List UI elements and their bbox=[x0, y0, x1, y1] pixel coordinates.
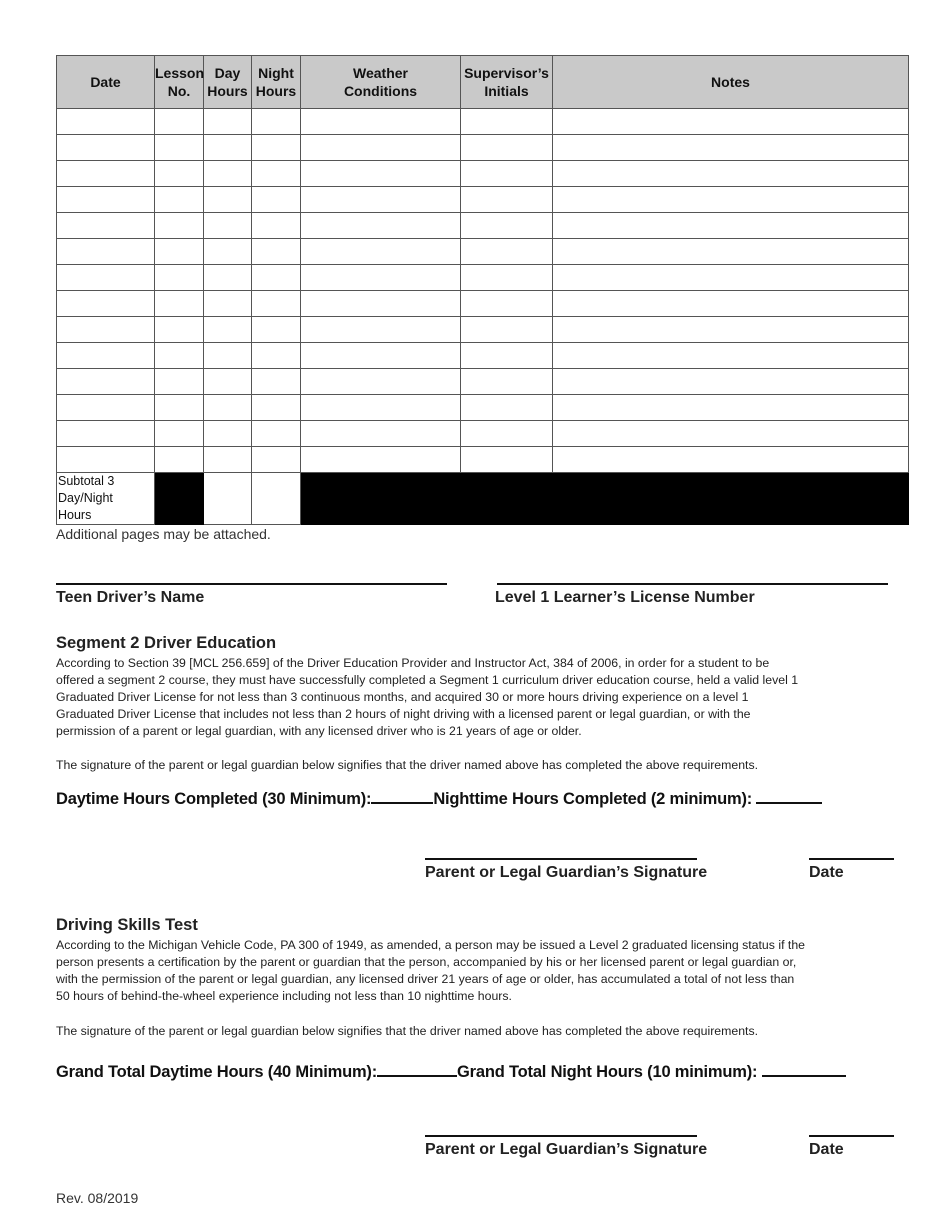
skills-test-signature-line[interactable] bbox=[425, 1135, 697, 1137]
cell-day-hours[interactable] bbox=[204, 135, 252, 161]
subtotal-night-hours-cell[interactable] bbox=[252, 473, 301, 525]
cell-weather-conditions[interactable] bbox=[301, 317, 461, 343]
cell-day-hours[interactable] bbox=[204, 265, 252, 291]
cell-notes[interactable] bbox=[553, 239, 909, 265]
cell-notes[interactable] bbox=[553, 187, 909, 213]
cell-date[interactable] bbox=[57, 317, 155, 343]
cell-notes[interactable] bbox=[553, 135, 909, 161]
cell-weather-conditions[interactable] bbox=[301, 213, 461, 239]
cell-date[interactable] bbox=[57, 213, 155, 239]
cell-lesson-no[interactable] bbox=[155, 239, 204, 265]
cell-notes[interactable] bbox=[553, 109, 909, 135]
cell-supervisor-initials[interactable] bbox=[461, 161, 553, 187]
subtotal-row bbox=[57, 473, 909, 525]
cell-weather-conditions[interactable] bbox=[301, 291, 461, 317]
driving-log-body bbox=[57, 109, 909, 525]
grand-total-day-hours-field[interactable] bbox=[377, 1063, 457, 1077]
cell-supervisor-initials[interactable] bbox=[461, 317, 553, 343]
cell-date[interactable] bbox=[57, 395, 155, 421]
table-row bbox=[57, 109, 909, 135]
cell-day-hours[interactable] bbox=[204, 421, 252, 447]
cell-notes[interactable] bbox=[553, 291, 909, 317]
cell-date[interactable] bbox=[57, 447, 155, 473]
cell-supervisor-initials[interactable] bbox=[461, 447, 553, 473]
segment2-paragraph-line: offered a segment 2 course, they must have successfully completed a Segment 1 curriculum driver education course, held a valid level 1 bbox=[56, 673, 799, 687]
segment2-paragraph bbox=[56, 655, 846, 740]
cell-date[interactable] bbox=[57, 239, 155, 265]
license-number-line[interactable] bbox=[497, 583, 888, 585]
skills-test-paragraph-line: According to the Michigan Vehicle Code, PA 300 of 1949, as amended, a person may be issued a Level 2 graduated licensing status if the bbox=[56, 938, 805, 952]
cell-weather-conditions[interactable] bbox=[301, 135, 461, 161]
cell-supervisor-initials[interactable] bbox=[461, 109, 553, 135]
subtotal-blocked-cell bbox=[553, 473, 909, 525]
cell-night-hours[interactable] bbox=[252, 135, 301, 161]
segment2-paragraph-line: According to Section 39 [MCL 256.659] of the Driver Education Provider and Instructor Act, 384 of 2006, in order for a student to be bbox=[56, 656, 770, 670]
segment2-heading: Segment 2 Driver Education bbox=[56, 634, 277, 652]
skills-test-date-label: Date bbox=[809, 1141, 844, 1158]
column-header-lesson-no: Lesson No. bbox=[155, 56, 204, 109]
cell-lesson-no[interactable] bbox=[155, 395, 204, 421]
cell-day-hours[interactable] bbox=[204, 395, 252, 421]
table-row bbox=[57, 135, 909, 161]
column-header-notes: Notes bbox=[553, 56, 909, 109]
teen-driver-name-line[interactable] bbox=[56, 583, 447, 585]
table-row bbox=[57, 447, 909, 473]
cell-notes[interactable] bbox=[553, 213, 909, 239]
table-row bbox=[57, 265, 909, 291]
table-row bbox=[57, 421, 909, 447]
cell-supervisor-initials[interactable] bbox=[461, 265, 553, 291]
cell-night-hours[interactable] bbox=[252, 395, 301, 421]
cell-lesson-no[interactable] bbox=[155, 161, 204, 187]
segment2-day-hours-field[interactable] bbox=[371, 790, 433, 804]
additional-pages-note: Additional pages may be attached. bbox=[56, 526, 271, 542]
table-row bbox=[57, 291, 909, 317]
cell-weather-conditions[interactable] bbox=[301, 421, 461, 447]
subtotal-blocked-cell bbox=[155, 473, 204, 525]
cell-weather-conditions[interactable] bbox=[301, 161, 461, 187]
cell-day-hours[interactable] bbox=[204, 343, 252, 369]
cell-lesson-no[interactable] bbox=[155, 135, 204, 161]
cell-weather-conditions[interactable] bbox=[301, 395, 461, 421]
cell-day-hours[interactable] bbox=[204, 317, 252, 343]
cell-lesson-no[interactable] bbox=[155, 187, 204, 213]
cell-supervisor-initials[interactable] bbox=[461, 291, 553, 317]
table-row bbox=[57, 187, 909, 213]
segment2-hours-line bbox=[56, 790, 822, 809]
cell-supervisor-initials[interactable] bbox=[461, 213, 553, 239]
cell-day-hours[interactable] bbox=[204, 161, 252, 187]
teen-driver-name-label: Teen Driver’s Name bbox=[56, 589, 205, 606]
segment2-date-line[interactable] bbox=[809, 858, 894, 860]
cell-day-hours[interactable] bbox=[204, 187, 252, 213]
column-header-weather-conditions: Weather Conditions bbox=[301, 56, 461, 109]
grand-total-night-hours-field[interactable] bbox=[762, 1063, 846, 1077]
cell-night-hours[interactable] bbox=[252, 109, 301, 135]
license-number-label: Level 1 Learner’s License Number bbox=[495, 589, 755, 606]
cell-lesson-no[interactable] bbox=[155, 109, 204, 135]
table-row bbox=[57, 395, 909, 421]
skills-test-signature-label: Parent or Legal Guardian’s Signature bbox=[425, 1141, 708, 1158]
column-header-date: Date bbox=[57, 56, 155, 109]
subtotal-blocked-cell bbox=[301, 473, 461, 525]
segment2-signature-note: The signature of the parent or legal guardian below signifies that the driver named above has completed the above requirements. bbox=[56, 758, 759, 772]
cell-weather-conditions[interactable] bbox=[301, 265, 461, 291]
skills-test-heading: Driving Skills Test bbox=[56, 916, 198, 934]
cell-lesson-no[interactable] bbox=[155, 369, 204, 395]
cell-weather-conditions[interactable] bbox=[301, 187, 461, 213]
cell-night-hours[interactable] bbox=[252, 343, 301, 369]
cell-weather-conditions[interactable] bbox=[301, 239, 461, 265]
table-row bbox=[57, 161, 909, 187]
grand-total-day-hours-label: Grand Total Daytime Hours (40 Minimum): bbox=[56, 1063, 378, 1081]
table-header-row bbox=[57, 56, 909, 109]
skills-test-paragraph-line: person presents a certification by the parent or guardian that the person, accompanied by his or her licensed parent or legal guardian or, bbox=[56, 955, 797, 969]
cell-notes[interactable] bbox=[553, 343, 909, 369]
skills-test-paragraph-line: with the permission of the parent or legal guardian, any licensed driver 21 years of age or older, has accumulated a total of not less than bbox=[56, 972, 795, 986]
cell-weather-conditions[interactable] bbox=[301, 109, 461, 135]
cell-date[interactable] bbox=[57, 135, 155, 161]
segment2-day-hours-label: Daytime Hours Completed (30 Minimum): bbox=[56, 790, 372, 808]
cell-date[interactable] bbox=[57, 291, 155, 317]
cell-lesson-no[interactable] bbox=[155, 421, 204, 447]
segment2-paragraph-line: permission of a parent or legal guardian, with any licensed driver who is 21 years of age or older. bbox=[56, 724, 582, 738]
column-header-night-hours: Night Hours bbox=[252, 56, 301, 109]
segment2-paragraph-line: Graduated Driver License for not less than 3 continuous months, and acquired 30 or more hours driving experience on a level 1 bbox=[56, 690, 749, 704]
cell-weather-conditions[interactable] bbox=[301, 343, 461, 369]
cell-night-hours[interactable] bbox=[252, 161, 301, 187]
cell-date[interactable] bbox=[57, 265, 155, 291]
cell-notes[interactable] bbox=[553, 447, 909, 473]
cell-date[interactable] bbox=[57, 187, 155, 213]
grand-total-night-hours-label: Grand Total Night Hours (10 minimum): bbox=[457, 1063, 758, 1081]
cell-night-hours[interactable] bbox=[252, 213, 301, 239]
cell-notes[interactable] bbox=[553, 161, 909, 187]
cell-day-hours[interactable] bbox=[204, 109, 252, 135]
cell-lesson-no[interactable] bbox=[155, 447, 204, 473]
cell-day-hours[interactable] bbox=[204, 239, 252, 265]
table-row bbox=[57, 213, 909, 239]
cell-supervisor-initials[interactable] bbox=[461, 343, 553, 369]
table-row bbox=[57, 239, 909, 265]
cell-supervisor-initials[interactable] bbox=[461, 239, 553, 265]
cell-lesson-no[interactable] bbox=[155, 317, 204, 343]
skills-test-paragraph-line: 50 hours of behind-the-wheel experience including not less than 10 nighttime hours. bbox=[56, 989, 512, 1003]
cell-notes[interactable] bbox=[553, 421, 909, 447]
skills-test-signature-note: The signature of the parent or legal guardian below signifies that the driver named above has completed the above requirements. bbox=[56, 1024, 759, 1038]
column-header-supervisor-initials: Supervisor’s Initials bbox=[461, 56, 553, 109]
cell-lesson-no[interactable] bbox=[155, 291, 204, 317]
segment2-signature-label: Parent or Legal Guardian’s Signature bbox=[425, 864, 708, 881]
table-row bbox=[57, 317, 909, 343]
cell-day-hours[interactable] bbox=[204, 213, 252, 239]
segment2-paragraph-line: Graduated Driver License that includes not less than 2 hours of night driving with a licensed parent or legal guardian, or with the bbox=[56, 707, 751, 721]
cell-date[interactable] bbox=[57, 161, 155, 187]
cell-lesson-no[interactable] bbox=[155, 213, 204, 239]
cell-supervisor-initials[interactable] bbox=[461, 187, 553, 213]
cell-night-hours[interactable] bbox=[252, 239, 301, 265]
cell-night-hours[interactable] bbox=[252, 421, 301, 447]
revision-label: Rev. 08/2019 bbox=[56, 1190, 139, 1206]
cell-supervisor-initials[interactable] bbox=[461, 395, 553, 421]
subtotal-blocked-cell bbox=[461, 473, 553, 525]
segment2-signature-line[interactable] bbox=[425, 858, 697, 860]
cell-day-hours[interactable] bbox=[204, 447, 252, 473]
cell-night-hours[interactable] bbox=[252, 187, 301, 213]
cell-weather-conditions[interactable] bbox=[301, 447, 461, 473]
segment2-night-hours-field[interactable] bbox=[756, 790, 822, 804]
skills-test-hours-line bbox=[56, 1063, 846, 1082]
cell-night-hours[interactable] bbox=[252, 369, 301, 395]
cell-lesson-no[interactable] bbox=[155, 265, 204, 291]
cell-night-hours[interactable] bbox=[252, 447, 301, 473]
cell-notes[interactable] bbox=[553, 395, 909, 421]
driving-log-table bbox=[56, 55, 909, 525]
table-row bbox=[57, 343, 909, 369]
cell-supervisor-initials[interactable] bbox=[461, 369, 553, 395]
cell-night-hours[interactable] bbox=[252, 265, 301, 291]
subtotal-day-hours-cell[interactable] bbox=[204, 473, 252, 525]
cell-date[interactable] bbox=[57, 369, 155, 395]
cell-supervisor-initials[interactable] bbox=[461, 421, 553, 447]
cell-supervisor-initials[interactable] bbox=[461, 135, 553, 161]
segment2-night-hours-label: Nighttime Hours Completed (2 minimum): bbox=[433, 790, 753, 808]
column-header-day-hours: Day Hours bbox=[204, 56, 252, 109]
cell-notes[interactable] bbox=[553, 317, 909, 343]
table-row bbox=[57, 369, 909, 395]
cell-night-hours[interactable] bbox=[252, 291, 301, 317]
cell-notes[interactable] bbox=[553, 265, 909, 291]
cell-notes[interactable] bbox=[553, 369, 909, 395]
cell-day-hours[interactable] bbox=[204, 291, 252, 317]
cell-weather-conditions[interactable] bbox=[301, 369, 461, 395]
skills-test-date-line[interactable] bbox=[809, 1135, 894, 1137]
segment2-date-label: Date bbox=[809, 864, 844, 881]
cell-day-hours[interactable] bbox=[204, 369, 252, 395]
cell-night-hours[interactable] bbox=[252, 317, 301, 343]
cell-date[interactable] bbox=[57, 421, 155, 447]
subtotal-label: Subtotal 3 Day/Night Hours bbox=[57, 473, 155, 525]
skills-test-paragraph bbox=[56, 937, 846, 1005]
cell-date[interactable] bbox=[57, 109, 155, 135]
cell-lesson-no[interactable] bbox=[155, 343, 204, 369]
cell-date[interactable] bbox=[57, 343, 155, 369]
